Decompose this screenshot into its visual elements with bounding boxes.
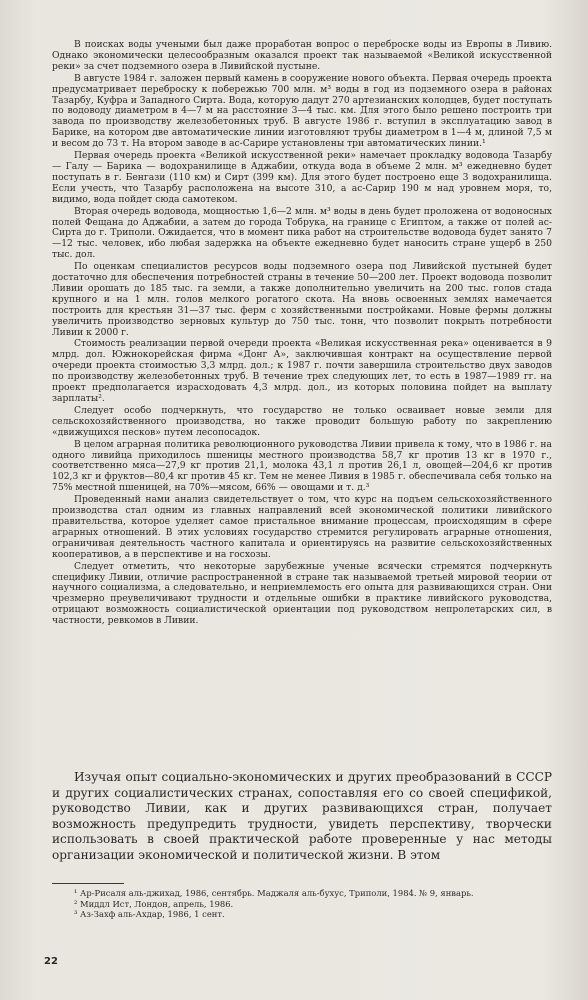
- footnote-divider: [52, 883, 124, 884]
- paragraph: Стоимость реализации первой очереди проекта «Великая искусственная река» оценивается в 9 млрд. дол. Южнокорейская фирма «Донг А», заключившая контракт на осуществление первой очереди проекта стоимостью 3,3 млрд. дол.; к 1987 г. почти завершила строительство двух заводов по производству железобетонных труб. В течение трех следующих лет, то есть в 1987—1989 гг. на проект предполагается израсходовать 4,3 млрд. дол., из которых половина пойдет на выплату зарплаты².: [52, 338, 552, 404]
- paragraph: В целом аграрная политика революционного руководства Ливии привела к тому, что в 1986 г. на одного ливийца приходилось пшеницы местного производства 58,7 кг против 13 кг в 1970 г., соответственно мяса—27,9 кг против 21,1, молока 43,1 л против 26,1 л, овощей—204,6 кг против 102,3 кг и фруктов—80,4 кг против 45 кг. Тем не менее Ливия в 1985 г. обеспечивала себя только на 75% местной пшеницей, на 70%—мясом, 66% — овощами и т. д.³: [52, 438, 552, 494]
- paragraph: В поисках воды учеными был даже проработан вопрос о переброске воды из Европы в Ливию. Однако экономически целесообразным оказался проект так называемой «Великой искусственной реки» за счет подземного озера в Ливийской пустыне.: [52, 39, 552, 72]
- paragraph: Проведенный нами анализ свидетельствует о том, что курс на подъем сельскохозяйственного производства стал одним из главных направлений всей экономической политики ливийского правительства, которое уделяет самое пристальное внимание процессам, происходящим в сфере аграрных отношений. В этих условиях государство стремится регулировать аграрные отношения, ограничивая деятельность частного капитала и ориентируясь на развитие сельскохозяйственных кооперативов, а в перспективе и на госхозы.: [52, 494, 552, 560]
- footnote: ¹ Ар-Рисаля аль-джихад, 1986, сентябрь. Маджаля аль-бухус, Триполи, 1984. № 9, январь.: [74, 888, 474, 898]
- paragraph: По оценкам специалистов ресурсов воды подземного озера под Ливийской пустыней будет достаточно для обеспечения потребностей страны в течение 50—200 лет. Проект водовода позволит Ливии орошать до 185 тыс. га земли, а также дополнительно увеличить на 200 тыс. голов стада крупного и на 1 млн. голов мелкого рогатого скота. На вновь освоенных землях намечается построить для крестьян 31—37 тыс. ферм с хозяйственными постройками. Новые фермы должны увеличить производство зерновых культур до 750 тыс. тонн, что позволит покрыть потребности Ливии к 2000 г.: [52, 261, 552, 338]
- paragraph: В августе 1984 г. заложен первый камень в сооружение нового объекта. Первая очередь проекта предусматривает переброску к побережью 700 млн. м³ воды в год из подземного озера в районах Тазарбу, Куфра и Западного Сирта. Вода, которую дадут 270 артезианских колодцев, будет поступать по водоводу диаметром в 4—7 м на расстояние 3—4 тыс. км. Для этого было решено построить три завода по производству железобетонных труб. В августе 1986 г. вступил в эксплуатацию завод в Барике, на котором две автоматические линии изготовляют трубы диаметром в 1—4 м, длиной 7,5 м и весом до 73 т. На втором заводе в ас-Сарире установлены три автоматических линии.¹: [52, 72, 553, 150]
- footnote: ³ Аз-Захф аль-Ахдар, 1986, 1 сент.: [74, 909, 225, 920]
- paragraph: Вторая очередь водовода, мощностью 1,6—2 млн. м³ воды в день будет проложена от водоносных полей Фещана до Аджабии, а затем до города Тобрука, на границе с Египтом, а также от полей ас-Сирта до г. Триполи. Ожидается, что в момент пика работ на строительстве водовода будет занято 7—12 тыс. человек, ибо любая задержка на объекте ежедневно будет наносить стране ущерб в 250 тыс. дол.: [52, 205, 552, 261]
- page-number: 22: [44, 956, 58, 967]
- lead-paragraph: Изучая опыт социально-экономических и других преобразований в СССР и других социалистических странах, сопоставляя его со своей спецификой, руководство Ливии, как и других развивающихся стран, получает возможность предупредить трудности, увидеть перспективу, творчески использовать в своей практической работе проверенные у нас методы организации экономической и политической жизни. В этом: [52, 770, 552, 862]
- main-text: [52, 40, 552, 628]
- lead-text: [52, 770, 552, 864]
- paragraph: Следует особо подчеркнуть, что государство не только осваивает новые земли для сельскохозяйственного производства, но также проводит большую работу по закреплению «движущихся песков» путем лесопосадок.: [52, 404, 552, 438]
- footnote: ² Миддл Ист, Лондон, апрель, 1986.: [74, 898, 234, 909]
- paragraph: Следует отметить, что некоторые зарубежные ученые всячески стремятся подчеркнуть специфику Ливии, отличие распространенной в стране так называемой третьей мировой теории от научного социализма, а следовательно, и неприемлемость его опыта для развивающихся стран. Они чрезмерно преувеличивают трудности и отдельные ошибки в практике ливийского руководства, отрицают возможность социалистической ориентации под руководством непролетарских сил, в частности, ревкомов в Ливии.: [52, 560, 552, 627]
- footnotes: [52, 888, 552, 920]
- paragraph: Первая очередь проекта «Великой искусственной реки» намечает прокладку водовода Тазарбу — Галу — Барика — водохранилище в Аджабии, откуда вода в объеме 2 млн. м³ ежедневно будет поступать в г. Бенгази (110 км) и Сирт (399 км). Для этого будет построено еще 3 водохранилища. Если учесть, что Тазарбу расположена на высоте 310, а ас-Сарир 190 м над уровнем моря, то, видимо, вода пойдет сюда самотеком.: [52, 150, 552, 205]
